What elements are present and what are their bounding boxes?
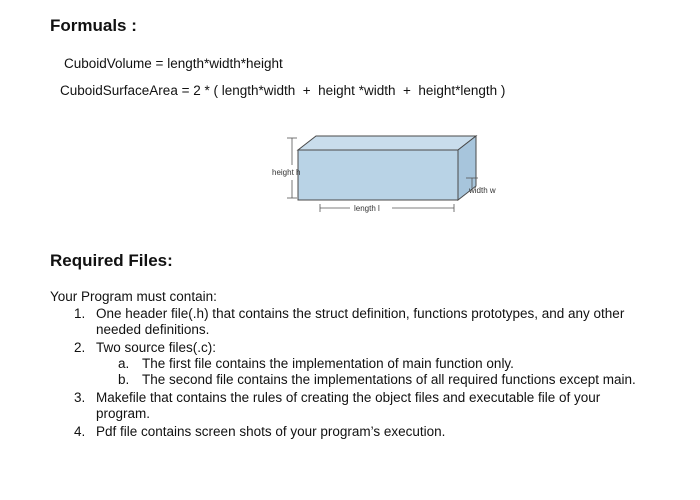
cuboid-volume-formula: CuboidVolume = length*width*height [64, 56, 283, 71]
requirement-item-source-files [50, 340, 650, 388]
list-marker: 4. [74, 424, 86, 439]
list-marker: 1. [74, 306, 86, 321]
list-marker: 2. [74, 340, 86, 355]
cuboid-diagram [262, 120, 522, 220]
requirement-text: Makefile that contains the rules of creating the object files and executable file of your program. [96, 390, 601, 421]
requirement-text: One header file(.h) that contains the struct definition, functions prototypes, and any other needed definitions. [96, 306, 625, 337]
requirement-item-header-file [50, 306, 650, 338]
required-files-heading: Required Files: [50, 251, 173, 270]
height-label: height h [272, 168, 301, 177]
subrequirement-text: The first file contains the implementation of main function only. [142, 356, 514, 371]
width-label: width w [469, 186, 496, 195]
list-marker: b. [118, 372, 130, 387]
subrequirement-item-main-file [96, 356, 650, 372]
subrequirement-text: The second file contains the implementations of all required functions except main. [142, 372, 636, 387]
cuboid-front-face [298, 150, 458, 200]
formulas-heading: Formuals : [50, 16, 137, 35]
requirement-text: Pdf file contains screen shots of your program’s execution. [96, 424, 446, 439]
source-files-sublist [96, 356, 650, 388]
requirement-item-makefile [50, 390, 650, 422]
subrequirement-item-functions-file [96, 372, 650, 388]
cuboid-top-face [298, 136, 476, 150]
requirement-item-pdf [50, 424, 650, 440]
list-marker: 3. [74, 390, 86, 405]
requirements-intro: Your Program must contain: [50, 289, 217, 304]
length-label: length l [354, 204, 380, 213]
length-dimension [320, 204, 454, 212]
cuboid-surface-area-formula: CuboidSurfaceArea = 2 * ( length*width + height *width + height*length ) [60, 83, 506, 98]
requirement-text: Two source files(.c): [96, 340, 217, 355]
requirements-list [50, 306, 650, 442]
list-marker: a. [118, 356, 130, 371]
